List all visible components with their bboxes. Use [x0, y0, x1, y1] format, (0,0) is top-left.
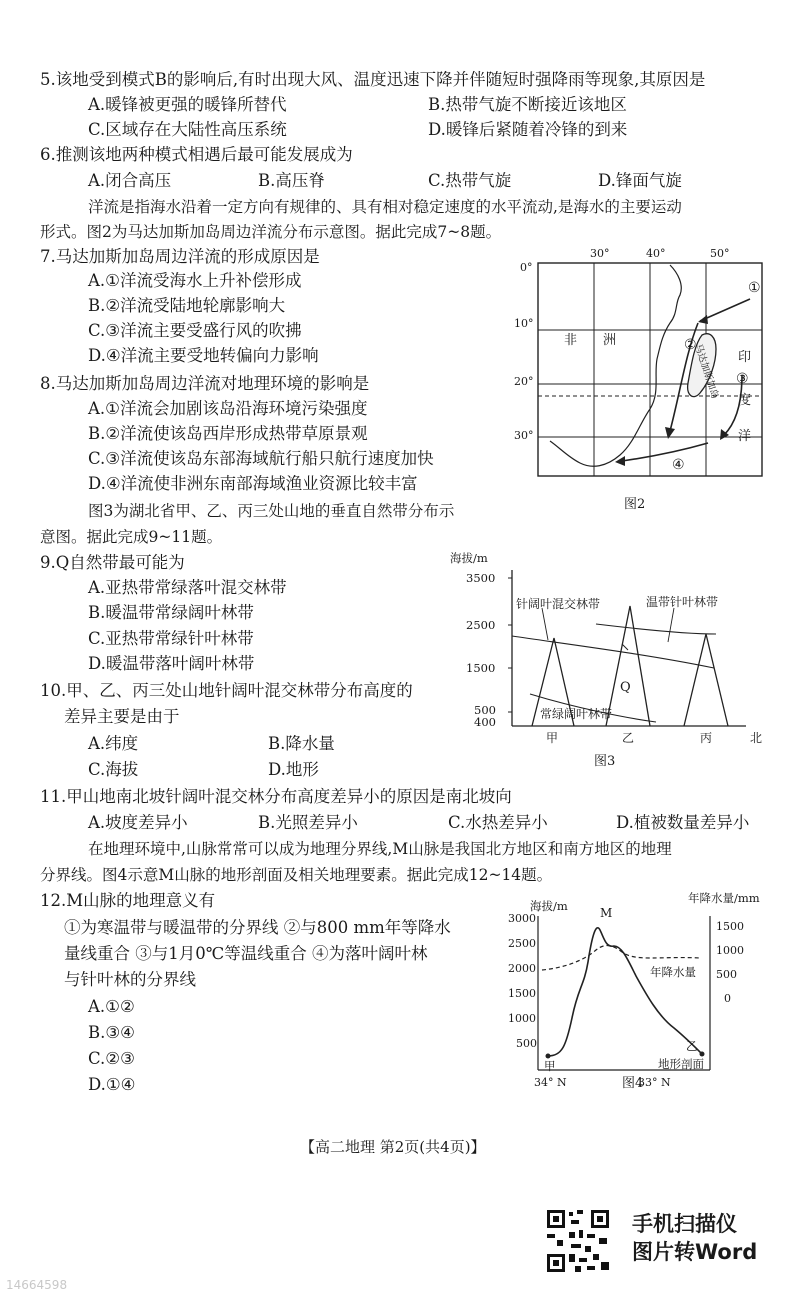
intro-m-line1: 在地理环境中,山脉常常可以成为地理分界线,M山脉是我国北方地区和南方地区的地理 [88, 840, 672, 858]
q5-stem: 5.该地受到模式B的影响后,有时出现大风、温度迅速下降并伴随短时强降雨等现象,其原因是 [40, 70, 706, 89]
q11-option-c: C.水热差异小 [448, 813, 548, 832]
q12-option-d: D.①④ [88, 1075, 136, 1094]
fig4-precip-label: 年降水量 [650, 965, 696, 979]
fig4-yr1000: 1000 [716, 944, 744, 957]
fig4-peak-label: M [600, 906, 613, 920]
lat-0-label: 0° [520, 261, 533, 274]
zone-label-q: Q [620, 680, 631, 695]
fig4-ylabel-right: 年降水量/mm [688, 891, 760, 905]
q7-option-d: D.④洋流主要受地转偏向力影响 [88, 346, 319, 365]
scanner-text-line1: 手机扫描仪 [632, 1212, 737, 1236]
fig3-x-north: 北 [750, 731, 763, 745]
fig4-point-jia: 甲 [544, 1059, 556, 1073]
current-1-arrow [700, 299, 750, 321]
q7-option-a: A.①洋流受海水上升补偿形成 [88, 271, 302, 290]
q11-option-b: B.光照差异小 [258, 813, 358, 832]
q8-option-d: D.④洋流使非洲东南部海域渔业资源比较丰富 [88, 474, 418, 493]
q12-statement-line1: ①为寒温带与暖温带的分界线 ②与800 mm年等降水 [64, 918, 451, 937]
q11-option-a: A.坡度差异小 [88, 813, 188, 832]
fig4-yl3000: 3000 [508, 912, 536, 925]
q8-option-a: A.①洋流会加剧该岛沿海环境污染强度 [88, 399, 368, 418]
current-1-label: ① [748, 280, 761, 296]
q10-stem: 10.甲、乙、丙三处山地针阔叶混交林带分布高度的 [40, 681, 413, 700]
terrain-profile-line [548, 928, 702, 1056]
fig4-x34: 34° N [534, 1076, 567, 1089]
q12-statement-line3: 与针叶林的分界线 [64, 970, 196, 989]
q9-option-b: B.暖温带常绿阔叶林带 [88, 603, 254, 622]
lon-50-label: 50° [710, 247, 730, 260]
q9-option-d: D.暖温带落叶阔叶林带 [88, 654, 255, 673]
intro-hubei-line2: 意图。据此完成9~11题。 [40, 528, 223, 546]
q10-option-c: C.海拔 [88, 760, 139, 779]
intro-hubei-line1: 图3为湖北省甲、乙、丙三处山地的垂直自然带分布示 [88, 502, 455, 520]
zone-label-evergreen: 常绿阔叶林带 [540, 707, 613, 721]
fig4-yl2000: 2000 [508, 962, 536, 975]
ocean-label-3: 洋 [738, 429, 752, 444]
island-label: 马达加斯加岛 [692, 342, 721, 401]
ocean-label-1: 印 [738, 350, 752, 365]
q5-option-b: B.热带气旋不断接近该地区 [428, 95, 627, 114]
fig3-y2500: 2500 [466, 618, 496, 632]
mountain-yi [606, 606, 650, 726]
fig4-yr0: 0 [724, 992, 731, 1005]
q12-option-c: C.②③ [88, 1049, 135, 1068]
intro-ocean-line1: 洋流是指海水沿着一定方向有规律的、具有相对稳定速度的水平流动,是海水的主要运动 [88, 198, 682, 216]
document-id: 14664598 [6, 1278, 68, 1292]
q11-stem: 11.甲山地南北坡针阔叶混交林分布高度差异小的原因是南北坡向 [40, 787, 512, 806]
fig4-yl1000: 1000 [508, 1012, 536, 1025]
fig4-point-yi: 乙 [686, 1039, 698, 1053]
figure-3-caption: 图3 [594, 754, 616, 769]
fig4-yl2500: 2500 [508, 937, 536, 950]
fig3-x-bing: 丙 [700, 731, 713, 745]
mountain-bing [684, 634, 728, 726]
q9-stem: 9.Q自然带最可能为 [40, 553, 185, 572]
zone-label-temperate-conifer: 温带针叶林带 [646, 595, 719, 609]
fig4-yl500: 500 [516, 1037, 537, 1050]
figure-3-diagram [446, 548, 770, 770]
q6-stem: 6.推测该地两种模式相遇后最可能发展成为 [40, 145, 353, 164]
q7-option-c: C.③洋流主要受盛行风的吹拂 [88, 321, 302, 340]
fig4-yl1500: 1500 [508, 987, 536, 1000]
q7-stem: 7.马达加斯加岛周边洋流的形成原因是 [40, 247, 320, 266]
fig3-x-jia: 甲 [546, 731, 559, 745]
q10-option-b: B.降水量 [268, 734, 335, 753]
q6-option-b: B.高压脊 [258, 171, 325, 190]
current-4-label: ④ [672, 457, 685, 473]
q12-statement-line2: 量线重合 ③与1月0℃等温线重合 ④为落叶阔叶林 [64, 944, 428, 963]
q12-option-a: A.①② [88, 997, 135, 1016]
page-footer: 【高二地理 第2页(共4页)】 [300, 1138, 486, 1156]
fig3-y500: 500 [474, 703, 496, 717]
fig3-y1500: 1500 [466, 661, 496, 675]
lat-30-label: 30° [514, 429, 534, 442]
q6-option-d: D.锋面气旋 [598, 171, 682, 190]
figure-2-map [510, 243, 770, 513]
q5-option-a: A.暖锋被更强的暖锋所替代 [88, 95, 287, 114]
lon-40-label: 40° [646, 247, 666, 260]
current-3-label: ③ [736, 371, 749, 387]
q5-option-d: D.暖锋后紧随着冷锋的到来 [428, 120, 628, 139]
q9-option-c: C.亚热带常绿针叶林带 [88, 629, 254, 648]
q8-stem: 8.马达加斯加岛周边洋流对地理环境的影响是 [40, 374, 370, 393]
q10-stem-cont: 差异主要是由于 [64, 707, 180, 726]
zone-label-mixed-forest: 针阔叶混交林带 [516, 597, 601, 611]
intro-ocean-line2: 形式。图2为马达加斯加岛周边洋流分布示意图。据此完成7~8题。 [40, 223, 502, 241]
africa-label-1: 非 [564, 333, 578, 348]
ocean-label-2: 度 [738, 393, 752, 408]
q8-option-c: C.③洋流使该岛东部海域航行船只航行速度加快 [88, 449, 434, 468]
figure-4-caption: 图4 [622, 1076, 644, 1091]
fig4-yr1500: 1500 [716, 920, 744, 933]
fig3-y3500: 3500 [466, 571, 496, 585]
fig4-terrain-label: 地形剖面 [658, 1057, 704, 1071]
q5-option-c: C.区域存在大陆性高压系统 [88, 120, 287, 139]
q9-option-a: A.亚热带常绿落叶混交林带 [88, 578, 287, 597]
intro-m-line2: 分界线。图4示意M山脉的地形剖面及相关地理要素。据此完成12~14题。 [40, 866, 553, 884]
lon-30-label: 30° [590, 247, 610, 260]
q7-option-b: B.②洋流受陆地轮廓影响大 [88, 296, 286, 315]
current-2-label: ② [684, 337, 697, 353]
q10-option-d: D.地形 [268, 760, 319, 779]
current-4-arrow [622, 443, 708, 461]
q10-option-a: A.纬度 [88, 734, 139, 753]
figure-2-caption: 图2 [624, 497, 646, 512]
scanner-text-line2: 图片转Word [632, 1240, 758, 1264]
fig4-yr500: 500 [716, 968, 737, 981]
fig3-x-yi: 乙 [622, 731, 635, 745]
q6-option-a: A.闭合高压 [88, 171, 172, 190]
figure-4-chart [488, 890, 778, 1090]
lat-20-label: 20° [514, 375, 534, 388]
q11-option-d: D.植被数量差异小 [616, 813, 750, 832]
fig3-ylabel: 海拔/m [450, 551, 488, 565]
africa-label-2: 洲 [603, 333, 617, 348]
fig4-ylabel-left: 海拔/m [530, 899, 568, 913]
q6-option-c: C.热带气旋 [428, 171, 512, 190]
qr-code [545, 1208, 611, 1274]
q12-stem: 12.M山脉的地理意义有 [40, 891, 216, 910]
q12-option-b: B.③④ [88, 1023, 135, 1042]
q8-option-b: B.②洋流使该岛西岸形成热带草原景观 [88, 424, 368, 443]
fig4-x33: 33° N [638, 1076, 671, 1089]
fig3-y400: 400 [474, 715, 496, 729]
lat-10-label: 10° [514, 317, 534, 330]
